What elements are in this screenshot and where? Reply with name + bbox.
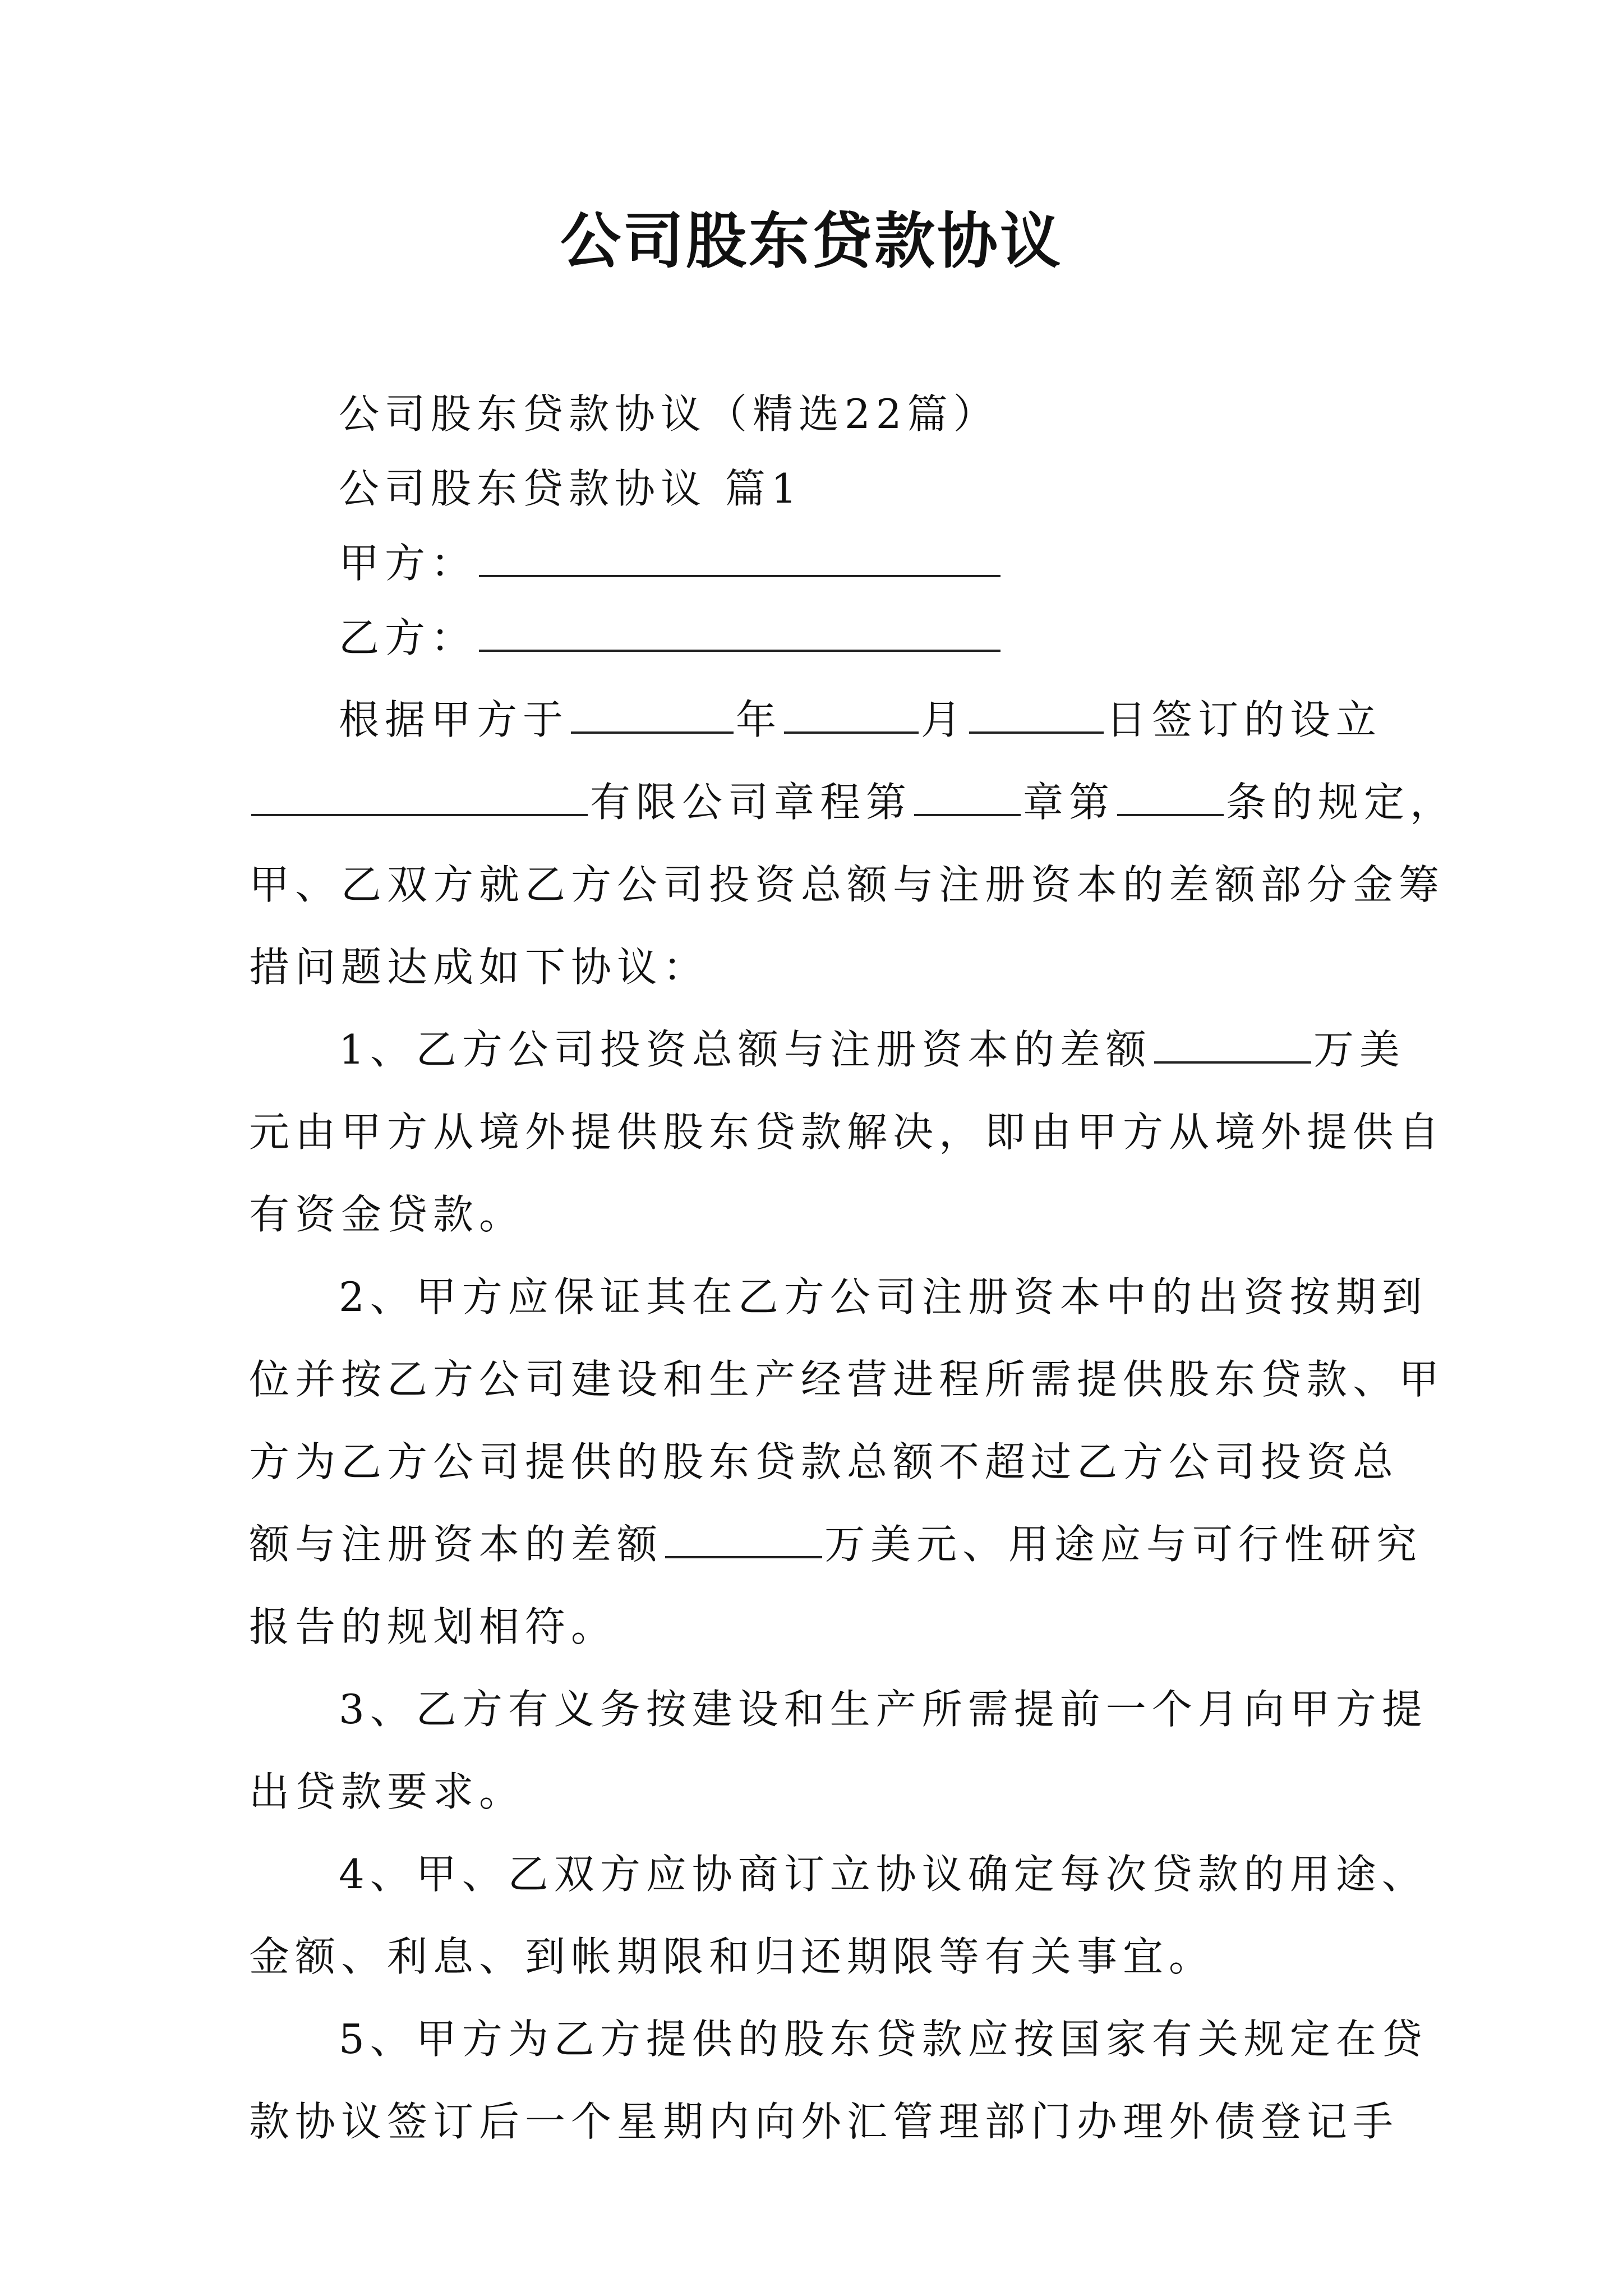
clause-2-amount-blank bbox=[665, 1520, 822, 1558]
year-blank bbox=[571, 695, 734, 734]
clause-2-line-2: 位并按乙方公司建设和生产经营进程所需提供股东贷款、甲 bbox=[249, 1356, 1445, 1403]
intro-line-4: 措问题达成如下协议： bbox=[249, 944, 709, 991]
intro-text-3: 月 bbox=[921, 696, 967, 743]
intro-text-5: 有限公司章程第 bbox=[590, 779, 912, 826]
clause-1-line-3: 有资金贷款。 bbox=[249, 1191, 525, 1238]
clause-2-line-1: 2、甲方应保证其在乙方公司注册资本中的出资按期到 bbox=[339, 1273, 1428, 1320]
intro-text-4: 日签订的设立 bbox=[1106, 696, 1382, 743]
company-name-blank bbox=[251, 777, 588, 816]
clause-1-line-1 bbox=[249, 1009, 1405, 1091]
clause-2-line-4 bbox=[249, 1503, 1423, 1586]
intro-line-3: 甲、乙双方就乙方公司投资总额与注册资本的差额部分金筹 bbox=[249, 861, 1445, 908]
subtitle: 公司股东贷款协议（精选22篇） bbox=[339, 390, 999, 438]
day-blank bbox=[969, 695, 1104, 734]
clause-2-line-5: 报告的规划相符。 bbox=[249, 1603, 617, 1650]
intro-text-7: 条的规定， bbox=[1226, 779, 1456, 826]
intro-text-1: 根据甲方于 bbox=[339, 696, 569, 743]
party-a-label: 甲方： bbox=[339, 540, 477, 587]
clause-4-line-2: 金额、利息、到帐期限和归还期限等有关事宜。 bbox=[249, 1933, 1215, 1980]
article-blank bbox=[1117, 777, 1224, 816]
chapter-blank bbox=[914, 777, 1021, 816]
clause-1-text-b: 万美 bbox=[1313, 1026, 1405, 1073]
clause-3-line-1: 3、乙方有义务按建设和生产所需提前一个月向甲方提 bbox=[339, 1686, 1428, 1733]
clause-2-text-a: 额与注册资本的差额 bbox=[249, 1521, 663, 1568]
intro-line-1 bbox=[249, 679, 1387, 761]
intro-line-2 bbox=[249, 761, 1456, 844]
clause-1-amount-blank bbox=[1154, 1025, 1311, 1064]
clause-2-line-3: 方为乙方公司提供的股东贷款总额不超过乙方公司投资总 bbox=[249, 1438, 1399, 1485]
party-b-row bbox=[249, 597, 1387, 679]
clause-5-line-1: 5、甲方为乙方提供的股东贷款应按国家有关规定在贷 bbox=[339, 2016, 1428, 2063]
clause-1-text-a: 1、乙方公司投资总额与注册资本的差额 bbox=[339, 1026, 1152, 1073]
party-b-blank bbox=[479, 613, 1000, 652]
intro-text-2: 年 bbox=[736, 696, 782, 743]
clause-4-line-1: 4、甲、乙双方应协商订立协议确定每次贷款的用途、 bbox=[339, 1851, 1428, 1898]
clause-5-line-2: 款协议签订后一个星期内向外汇管理部门办理外债登记手 bbox=[249, 2098, 1399, 2145]
clause-3-line-2: 出贷款要求。 bbox=[249, 1768, 525, 1815]
party-a-row bbox=[249, 522, 1387, 605]
clause-1-line-2: 元由甲方从境外提供股东贷款解决，即由甲方从境外提供自 bbox=[249, 1108, 1445, 1156]
document-title: 公司股东贷款协议 bbox=[560, 206, 1063, 277]
part-heading: 公司股东贷款协议 篇1 bbox=[339, 465, 803, 512]
clause-2-text-b: 万美元、用途应与可行性研究 bbox=[824, 1521, 1423, 1568]
party-b-label: 乙方： bbox=[339, 614, 477, 661]
party-a-blank bbox=[479, 539, 1000, 577]
intro-text-6: 章第 bbox=[1023, 779, 1115, 826]
month-blank bbox=[784, 695, 919, 734]
